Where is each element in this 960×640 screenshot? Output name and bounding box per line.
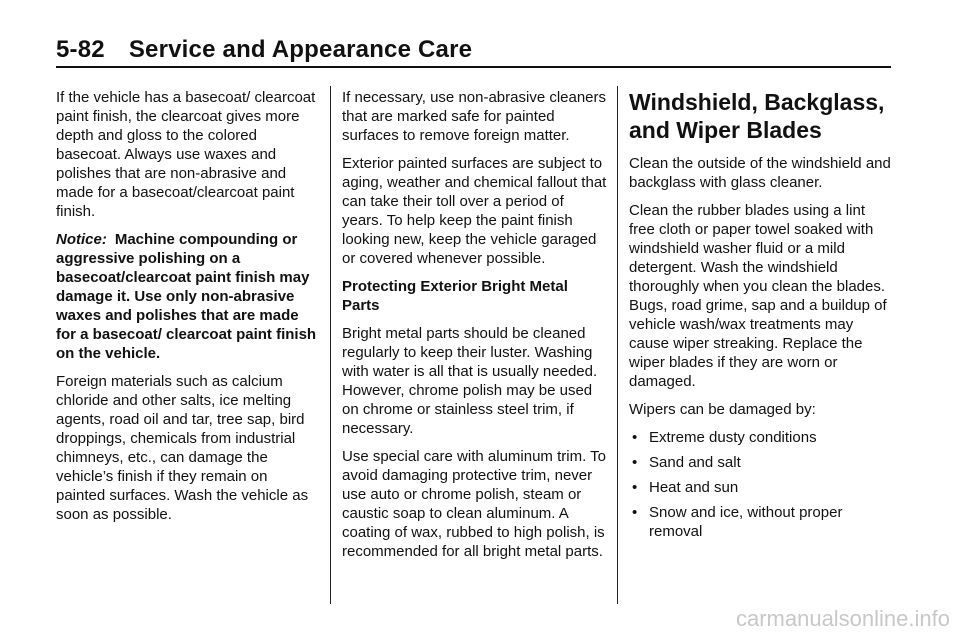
list-item-text: Snow and ice, without proper removal (649, 504, 843, 540)
header-rule (56, 66, 891, 68)
section-heading: Windshield, Backglass, and Wiper Blades (629, 89, 885, 143)
section-title: Service and Appearance Care (128, 36, 473, 63)
bullet-icon: • (632, 504, 638, 521)
bullet-list (629, 428, 891, 541)
page-number: 5-82 (56, 36, 105, 63)
subheading: Protecting Exterior Bright Metal Parts (342, 278, 568, 314)
bullet-icon: • (632, 479, 638, 496)
list-item-text: Sand and salt (649, 454, 741, 471)
list-item (629, 503, 891, 541)
watermark: carmanualsonline.info (735, 606, 950, 631)
list-item-text: Extreme dusty conditions (649, 429, 817, 446)
bullet-icon: • (632, 454, 638, 471)
column-middle (342, 88, 607, 570)
list-item (629, 428, 891, 447)
notice-label: Notice: (56, 231, 107, 248)
paragraph: Use special care with aluminum trim. To avoid damaging protective trim, never use auto or chrome polish, steam or caustic soap to clean aluminum. A coating of wax, rubbed to high polish, is recommended for all bright metal parts. (342, 448, 606, 560)
column-divider (617, 86, 618, 604)
notice-text: Machine compounding or aggressive polishing on a basecoat/clearcoat paint finish may damage it. Use only non-abrasive waxes and polishes that are made for a basecoat/ clearcoat paint finish on the vehicle. (56, 231, 317, 362)
paragraph: Bright metal parts should be cleaned regularly to keep their luster. Washing with water is all that is usually needed. However, chrome polish may be used on chrome or stainless steel trim, if necessary. (342, 325, 598, 437)
bullet-icon: • (632, 429, 638, 446)
list-item (629, 478, 891, 497)
list-item (629, 453, 891, 472)
paragraph: If necessary, use non-abrasive cleaners that are marked safe for painted surfaces to remove foreign matter. (342, 89, 607, 144)
page-header (56, 36, 472, 64)
paragraph: If the vehicle has a basecoat/ clearcoat paint finish, the clearcoat gives more depth and gloss to the colored basecoat. Always use waxes and polishes that are non-abrasive and made for a basecoat/clearcoat paint finish. (56, 89, 316, 220)
paragraph: Foreign materials such as calcium chloride and other salts, ice melting agents, road oil and tar, tree sap, bird droppings, chemicals from industrial chimneys, etc., can damage the vehicle’s finish if they remain on painted surfaces. Wash the vehicle as soon as possible. (56, 373, 309, 523)
paragraph: Wipers can be damaged by: (629, 401, 816, 418)
paragraph: Clean the outside of the windshield and backglass with glass cleaner. (629, 155, 891, 191)
paragraph: Exterior painted surfaces are subject to aging, weather and chemical fallout that can take their toll over a period of years. To help keep the paint finish looking new, keep the vehicle garaged or covered whenever possible. (342, 155, 607, 267)
column-left (56, 88, 318, 533)
notice-block (56, 230, 318, 363)
column-divider (330, 86, 331, 604)
column-right (629, 88, 891, 547)
paragraph: Clean the rubber blades using a lint free cloth or paper towel soaked with windshield washer fluid or a mild detergent. Wash the windshield thoroughly when you clean the blades. Bugs, road grime, sap and a buildup of vehicle wash/wax treatments may cause wiper streaking. Replace the wiper blades if they are worn or damaged. (629, 202, 887, 390)
list-item-text: Heat and sun (649, 479, 739, 496)
